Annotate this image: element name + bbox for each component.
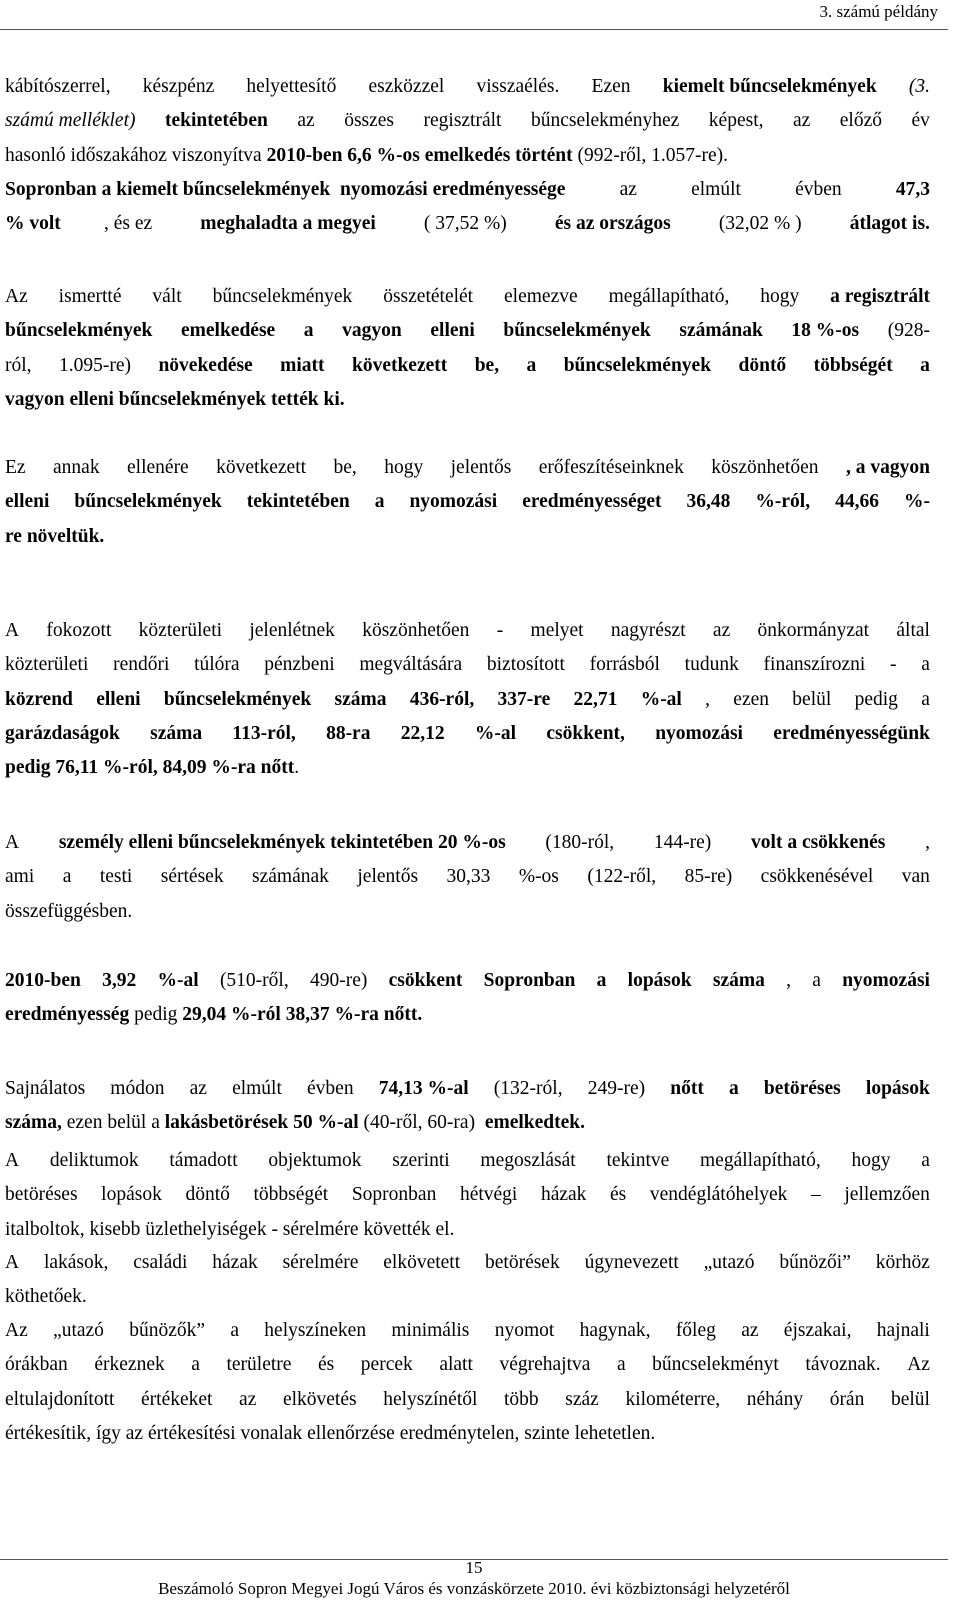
text-run: garázdaságok xyxy=(5,722,120,744)
text-run: az xyxy=(792,110,811,132)
text-run: sérelmére xyxy=(282,1252,359,1273)
text-run: érkeznek xyxy=(94,1354,165,1376)
text-run: minimális xyxy=(391,1320,470,1341)
text-run: eltulajdonított xyxy=(5,1388,115,1410)
text-run: nyomozási xyxy=(409,491,498,513)
text-line xyxy=(5,1109,585,1137)
text-run: képest, xyxy=(708,110,764,132)
text-line xyxy=(5,317,930,345)
text-run: néhány xyxy=(746,1388,804,1410)
text-run: ezen belül a xyxy=(61,1112,165,1134)
text-run: összefüggésben. xyxy=(5,900,133,922)
text-run: 30,33 xyxy=(446,866,491,888)
text-run: 2010-ben xyxy=(5,970,81,991)
text-run: a xyxy=(526,354,537,376)
text-run: növekedése xyxy=(158,354,253,376)
text-run: az xyxy=(712,620,731,641)
text-run: közrend xyxy=(5,688,73,710)
text-run: száma xyxy=(712,970,765,991)
text-run: túlóra xyxy=(194,654,240,676)
text-run: számú melléklet) xyxy=(5,110,136,132)
text-run: nyomot xyxy=(494,1320,555,1341)
text-line xyxy=(5,352,930,380)
text-run: helyettesítő xyxy=(246,76,337,97)
text-run: döntő xyxy=(185,1184,230,1206)
text-run: A xyxy=(5,1150,20,1171)
text-run: meghaladta a megyei xyxy=(200,213,376,235)
text-run: „utazó xyxy=(53,1320,104,1341)
text-run: jelentős xyxy=(357,866,419,888)
text-line xyxy=(5,1283,87,1311)
text-run: hasonló időszakához viszonyítva xyxy=(5,144,267,166)
text-run: % volt xyxy=(5,213,61,235)
text-run: bűncselekményt xyxy=(652,1354,779,1376)
text-run: és az országos xyxy=(554,213,671,235)
text-line xyxy=(5,1001,422,1029)
text-run: távoznak. xyxy=(805,1354,881,1376)
text-line xyxy=(5,523,104,551)
text-run: a xyxy=(728,1078,739,1099)
text-run: %-ról, xyxy=(755,491,811,513)
text-run: a xyxy=(616,1354,626,1376)
text-run: csökkent, xyxy=(546,722,625,744)
text-run: végrehajtva xyxy=(499,1354,591,1376)
text-run: hajnali xyxy=(876,1320,930,1341)
text-run: házak xyxy=(540,1184,587,1206)
text-run: elmúlt xyxy=(691,178,741,200)
text-line xyxy=(5,1249,930,1277)
text-run: bűncselekmények xyxy=(5,320,153,342)
text-line xyxy=(5,651,930,679)
text-run: . xyxy=(294,757,300,779)
text-run: A xyxy=(5,1252,20,1273)
text-run: 2010-ben 6,6 %-os emelkedés történt xyxy=(266,144,573,166)
text-run: vendéglátóhelyek xyxy=(649,1184,788,1206)
text-run: A xyxy=(5,620,20,641)
text-run: megoszlását xyxy=(480,1150,576,1171)
text-run: megváltására xyxy=(359,654,463,676)
text-run: %-al xyxy=(640,688,682,710)
text-run: 22,12 xyxy=(400,722,445,744)
text-run: következett xyxy=(216,457,307,478)
text-run: re növeltük. xyxy=(5,525,105,547)
text-run: (132-ról, xyxy=(493,1078,563,1099)
text-run: köszönhetően xyxy=(711,457,819,478)
text-run: értékeket xyxy=(141,1388,213,1410)
text-line xyxy=(5,283,930,311)
text-run: éjszakai, xyxy=(783,1320,852,1341)
text-run: eredményesség xyxy=(5,1004,130,1026)
text-run: 85-re) xyxy=(684,866,733,888)
text-run: tekintetében xyxy=(165,110,268,132)
text-run: %- xyxy=(903,491,930,513)
text-run: 3,92 xyxy=(102,970,137,991)
text-line xyxy=(5,1317,930,1345)
text-run: A xyxy=(5,832,20,853)
text-run: 490-re) xyxy=(309,970,368,991)
text-run: hétvégi xyxy=(459,1184,518,1206)
text-line xyxy=(5,1420,655,1448)
text-run: értékesítik, így az értékesítési vonalak ellenőrzése eredménytelen, szinte lehetetlen. xyxy=(5,1422,656,1444)
text-run: területre xyxy=(226,1354,292,1376)
text-run: következett xyxy=(351,354,448,376)
text-run: számának xyxy=(679,320,763,342)
text-run: Sopronban xyxy=(351,1184,437,1206)
text-run: , a vagyon xyxy=(845,457,930,478)
text-run: lopások xyxy=(865,1078,930,1099)
text-run: annak xyxy=(53,457,100,478)
text-line xyxy=(5,1075,930,1103)
text-run: ról, xyxy=(5,354,32,376)
text-run: előző xyxy=(839,110,883,132)
text-run: miatt xyxy=(280,354,325,376)
text-run: az xyxy=(741,1320,759,1341)
text-run: vált xyxy=(152,286,182,307)
text-run: nyomozási xyxy=(655,722,743,744)
text-run: pedig xyxy=(854,688,898,710)
text-run: az xyxy=(189,1078,207,1099)
text-run: 337-re xyxy=(497,688,551,710)
text-run: házak xyxy=(212,1252,258,1273)
text-run: a xyxy=(191,1354,200,1376)
text-run: 436-ról, xyxy=(409,688,475,710)
text-run: deliktumok xyxy=(49,1150,139,1171)
text-run: a xyxy=(230,1320,239,1341)
text-run: Sajnálatos xyxy=(5,1078,86,1099)
text-run: ami xyxy=(5,866,35,888)
text-run: önkormányzat xyxy=(757,620,870,641)
text-run: , xyxy=(925,832,930,853)
text-run: eredményességünk xyxy=(773,722,930,744)
text-run: közterületi xyxy=(138,620,223,641)
text-run: italboltok, kisebb üzlethelyiségek - sérelmére követték el. xyxy=(5,1218,455,1240)
text-run: bűnözők” xyxy=(129,1320,206,1341)
text-run: fokozott xyxy=(46,620,112,641)
text-run: a xyxy=(812,970,821,991)
text-run: testi xyxy=(99,866,133,888)
text-run: 29,04 %-ról 38,37 %-ra nőtt. xyxy=(182,1004,423,1026)
text-run: jelentős xyxy=(450,457,512,478)
text-run: a xyxy=(921,688,930,710)
text-run: , xyxy=(705,688,711,710)
text-run: Sopronban xyxy=(483,970,576,991)
text-run: 249-re) xyxy=(587,1078,646,1099)
text-line xyxy=(5,898,132,926)
text-run: 47,3 xyxy=(895,178,930,200)
text-run: 1.095-re) xyxy=(58,354,131,376)
text-line xyxy=(5,686,930,714)
text-run: évben xyxy=(795,178,842,200)
text-line xyxy=(5,863,930,891)
text-run: finanszírozni xyxy=(763,654,866,676)
text-run: az xyxy=(297,110,315,132)
text-run: elleni xyxy=(5,491,50,513)
text-run: be, xyxy=(333,457,357,478)
text-run: főleg xyxy=(675,1320,716,1341)
text-run: ellenére xyxy=(127,457,189,478)
text-run: száma xyxy=(150,722,203,744)
text-run: - xyxy=(890,654,897,676)
text-line xyxy=(5,210,930,238)
text-run: helyszínétől xyxy=(383,1388,478,1410)
text-run: - xyxy=(496,620,504,641)
text-run: tudunk xyxy=(684,654,739,676)
text-run: regisztrált xyxy=(423,110,502,132)
text-run: döntő xyxy=(738,354,787,376)
text-run: a xyxy=(920,354,930,376)
text-run: Ezen xyxy=(591,76,631,97)
text-run: kiemelt bűncselekmények xyxy=(662,76,877,97)
text-run: órán xyxy=(829,1388,865,1410)
text-run: lakásbetörések 50 %-al xyxy=(164,1112,359,1134)
text-run: elkövetés xyxy=(282,1388,357,1410)
text-run: lopások xyxy=(101,1184,162,1206)
text-run: forrásból xyxy=(589,654,660,676)
text-run: 18 %-os xyxy=(791,320,860,342)
text-run: eredményességet xyxy=(522,491,662,513)
text-run: hagynak, xyxy=(579,1320,651,1341)
text-run: pénzbeni xyxy=(264,654,335,676)
text-run: körhöz xyxy=(875,1252,930,1273)
text-run: – xyxy=(811,1184,821,1206)
text-run: ismertté xyxy=(58,286,122,307)
text-run: tekintve xyxy=(606,1150,670,1171)
text-run: száma, xyxy=(5,1112,62,1134)
text-run: köthetőek. xyxy=(5,1286,87,1308)
text-run: elleni xyxy=(96,688,141,710)
text-run: Az xyxy=(5,286,28,307)
text-run: elleni xyxy=(430,320,475,342)
text-run: helyszíneken xyxy=(264,1320,367,1341)
text-run: Az xyxy=(907,1354,930,1376)
text-run: a xyxy=(921,654,930,676)
text-run: köszönhetően xyxy=(362,620,470,641)
text-run: hogy xyxy=(851,1150,891,1171)
text-run: bűncselekmények xyxy=(74,491,222,513)
footer-text: Beszámoló Sopron Megyei Jogú Város és vonzáskörzete 2010. évi közbiztonsági helyzetéről xyxy=(158,1579,790,1598)
text-run: volt a csökkenés xyxy=(751,832,886,853)
text-run: 88-ra xyxy=(326,722,371,744)
text-run: év xyxy=(911,110,930,132)
text-line xyxy=(5,73,930,101)
text-line xyxy=(5,1181,930,1209)
text-run: , xyxy=(786,970,792,991)
text-run: betöréses xyxy=(5,1184,78,1206)
text-run: a xyxy=(374,491,385,513)
text-run: az xyxy=(239,1388,257,1410)
header-divider xyxy=(0,29,948,30)
text-run: vagyon xyxy=(342,320,402,342)
text-line xyxy=(5,829,930,857)
text-run: ezen xyxy=(733,688,770,710)
text-run: kilométerre, xyxy=(625,1388,721,1410)
text-run: belül xyxy=(890,1388,930,1410)
text-run: támadott xyxy=(169,1150,238,1171)
text-run: (32,02 % ) xyxy=(713,213,807,235)
text-run: az xyxy=(619,178,637,200)
text-run: a xyxy=(921,1150,930,1171)
text-run: úgynevezett xyxy=(584,1252,679,1273)
text-run: 144-re) xyxy=(653,832,712,853)
text-line xyxy=(5,1147,930,1175)
text-run: (122-ről, xyxy=(587,866,657,888)
text-run: hogy xyxy=(760,286,800,307)
text-run: sértések xyxy=(160,866,224,888)
text-run: vagyon elleni bűncselekmények tették ki. xyxy=(5,388,345,410)
text-run: összes xyxy=(344,110,395,132)
text-run: (40-ről, 60-ra) xyxy=(358,1112,485,1134)
text-run: (3. xyxy=(908,76,930,97)
text-run: bűncselekmények xyxy=(212,286,353,307)
text-run: elkövetett xyxy=(383,1252,461,1273)
text-run: közterületi xyxy=(5,654,89,676)
text-run: betörések xyxy=(485,1252,560,1273)
text-run: emelkedtek. xyxy=(484,1112,586,1134)
text-run: rendőri xyxy=(113,654,170,676)
text-run: 113-ról, xyxy=(232,722,296,744)
text-run: (180-ról, xyxy=(545,832,615,853)
text-line xyxy=(5,617,930,645)
text-run: ( 37,52 %) xyxy=(419,213,512,235)
text-run: csökkenésével xyxy=(760,866,874,888)
text-run: lakások, xyxy=(43,1252,109,1273)
text-run: csökkent xyxy=(388,970,463,991)
text-run: többségét xyxy=(813,354,893,376)
text-run: átlagot is. xyxy=(849,213,930,235)
text-run: évben xyxy=(307,1078,354,1099)
text-line xyxy=(5,1386,930,1414)
text-run: családi xyxy=(133,1252,188,1273)
text-run: a xyxy=(596,970,607,991)
text-run: Sopronban a kiemelt bűncselekmények nyomozási eredményessége xyxy=(5,178,566,200)
text-run: „utazó xyxy=(703,1252,755,1273)
text-run: bűncselekményhez xyxy=(530,110,680,132)
text-run: megállapítható, xyxy=(700,1150,821,1171)
text-run: %-al xyxy=(474,722,517,744)
text-run: jellemzően xyxy=(844,1184,930,1206)
text-run: eszközzel xyxy=(368,76,445,97)
text-run: melyet xyxy=(530,620,584,641)
text-line xyxy=(5,1216,454,1244)
text-run: biztosított xyxy=(486,654,565,676)
text-run: által xyxy=(896,620,930,641)
text-run: percek xyxy=(360,1354,413,1376)
text-run: kábítószerrel, xyxy=(5,76,111,97)
page-header: 3. számú példány xyxy=(819,2,938,21)
text-run: elemezve xyxy=(504,286,578,307)
text-line xyxy=(5,754,299,782)
text-run: jelenlétnek xyxy=(249,620,335,641)
text-run: a xyxy=(303,320,314,342)
text-run: pedig xyxy=(129,1004,183,1026)
text-run: nyomozási xyxy=(842,970,930,991)
text-line xyxy=(5,176,930,204)
text-run: pedig 76,11 %-ról, 84,09 %-ra nőtt xyxy=(5,757,295,779)
text-run: lopások xyxy=(627,970,692,991)
text-run: és xyxy=(610,1184,627,1206)
text-line xyxy=(5,107,930,135)
text-run: (510-ről, xyxy=(219,970,289,991)
text-line xyxy=(5,454,930,482)
text-run: nőtt xyxy=(670,1078,704,1099)
text-run: személy elleni bűncselekmények tekintetében 20 %-os xyxy=(58,832,506,853)
text-run: (928- xyxy=(887,320,930,342)
text-run: alatt xyxy=(439,1354,473,1376)
text-run: hogy xyxy=(384,457,424,478)
text-run: 22,71 xyxy=(573,688,618,710)
text-run: és xyxy=(318,1354,335,1376)
text-run: nagyrészt xyxy=(610,620,686,641)
text-run: belül xyxy=(792,688,832,710)
text-run: 36,48 xyxy=(686,491,731,513)
text-run: a xyxy=(62,866,72,888)
text-run: van xyxy=(901,866,930,888)
text-run: bűncselekmények xyxy=(563,354,712,376)
text-line xyxy=(5,1351,930,1379)
text-run: %-os xyxy=(518,866,559,888)
text-line xyxy=(5,142,728,170)
text-run: összetételét xyxy=(383,286,474,307)
text-run: megállapítható, xyxy=(608,286,730,307)
text-run: be, xyxy=(474,354,500,376)
text-line xyxy=(5,488,930,516)
text-run: elmúlt xyxy=(232,1078,282,1099)
text-run: száma xyxy=(334,688,387,710)
text-run: %-al xyxy=(157,970,199,991)
text-run: szerinti xyxy=(392,1150,450,1171)
text-run: órákban xyxy=(5,1354,68,1376)
text-run: tekintetében xyxy=(246,491,350,513)
text-run: száz xyxy=(565,1388,599,1410)
text-line xyxy=(5,386,345,414)
text-run: többségét xyxy=(253,1184,329,1206)
text-run: bűncselekmények xyxy=(503,320,651,342)
text-run: bűncselekmények xyxy=(163,688,312,710)
text-run: számának xyxy=(252,866,329,888)
page-number: 15 xyxy=(465,1558,483,1577)
text-run: a regisztrált xyxy=(830,286,930,307)
text-run: (992-ről, 1.057-re). xyxy=(572,144,728,166)
text-run: módon xyxy=(110,1078,165,1099)
text-run: 44,66 xyxy=(835,491,879,513)
text-run: , és ez xyxy=(104,213,158,235)
text-run: objektumok xyxy=(268,1150,362,1171)
text-run: Az xyxy=(5,1320,28,1341)
text-run: Ez xyxy=(5,457,26,478)
text-run: visszaélés. xyxy=(476,76,560,97)
text-run: bűnözői” xyxy=(779,1252,851,1273)
text-run: betöréses xyxy=(763,1078,841,1099)
text-line xyxy=(5,720,930,748)
text-line xyxy=(5,967,930,995)
text-run: 74,13 %-al xyxy=(378,1078,469,1099)
text-run: készpénz xyxy=(142,76,215,97)
text-run: emelkedése xyxy=(180,320,276,342)
text-run: erőfeszítéseinknek xyxy=(538,457,684,478)
text-run: több xyxy=(504,1388,539,1410)
